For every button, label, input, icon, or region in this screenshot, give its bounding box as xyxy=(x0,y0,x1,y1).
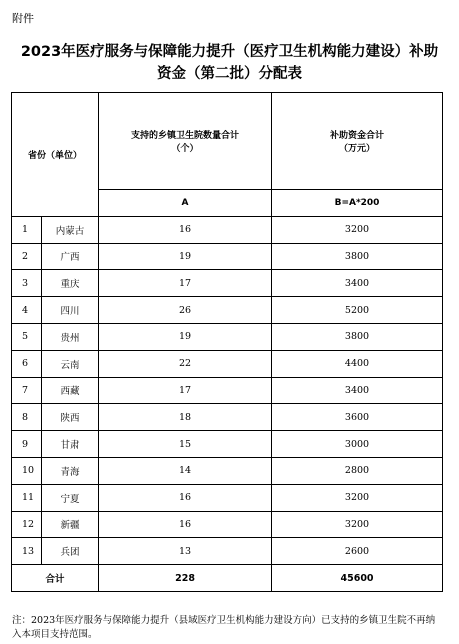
row-province: 青海 xyxy=(42,457,99,484)
total-count: 228 xyxy=(99,565,272,592)
row-index: 10 xyxy=(12,457,42,484)
row-index: 7 xyxy=(12,377,42,404)
row-amount: 3200 xyxy=(272,484,443,511)
allocation-table xyxy=(11,92,443,592)
row-index: 1 xyxy=(12,216,42,243)
header-amount: 补助资金合计 （万元） xyxy=(272,93,443,190)
table-row xyxy=(12,323,443,350)
row-province: 兵团 xyxy=(42,538,99,565)
document-title-line-2: 资金（第二批）分配表 xyxy=(157,66,302,82)
row-index: 6 xyxy=(12,350,42,377)
row-index: 5 xyxy=(12,323,42,350)
row-amount: 4400 xyxy=(272,350,443,377)
row-amount: 2800 xyxy=(272,457,443,484)
row-index: 11 xyxy=(12,484,42,511)
row-province: 新疆 xyxy=(42,511,99,538)
row-index: 4 xyxy=(12,297,42,324)
row-count: 19 xyxy=(99,323,272,350)
table-row xyxy=(12,538,443,565)
row-count: 19 xyxy=(99,243,272,270)
row-count: 17 xyxy=(99,270,272,297)
row-amount: 3200 xyxy=(272,511,443,538)
row-count: 16 xyxy=(99,484,272,511)
row-count: 14 xyxy=(99,457,272,484)
table-row xyxy=(12,511,443,538)
row-index: 3 xyxy=(12,270,42,297)
header-amount-formula: B=A*200 xyxy=(272,190,443,217)
row-province: 重庆 xyxy=(42,270,99,297)
table-row xyxy=(12,216,443,243)
header-count-formula: A xyxy=(99,190,272,217)
total-amount: 45600 xyxy=(272,565,443,592)
row-amount: 5200 xyxy=(272,297,443,324)
row-count: 15 xyxy=(99,431,272,458)
header-province: 省份（单位） xyxy=(12,93,99,217)
total-row xyxy=(12,565,443,592)
row-amount: 3400 xyxy=(272,377,443,404)
attachment-label: 附件 xyxy=(12,12,34,25)
row-count: 17 xyxy=(99,377,272,404)
row-amount: 3800 xyxy=(272,323,443,350)
row-province: 广西 xyxy=(42,243,99,270)
row-count: 13 xyxy=(99,538,272,565)
total-label: 合计 xyxy=(12,565,99,592)
row-amount: 3600 xyxy=(272,404,443,431)
table-row xyxy=(12,297,443,324)
table-row xyxy=(12,350,443,377)
row-province: 贵州 xyxy=(42,323,99,350)
row-count: 16 xyxy=(99,216,272,243)
row-count: 18 xyxy=(99,404,272,431)
row-amount: 3200 xyxy=(272,216,443,243)
table-row xyxy=(12,431,443,458)
row-index: 13 xyxy=(12,538,42,565)
table-row xyxy=(12,404,443,431)
row-amount: 3400 xyxy=(272,270,443,297)
row-count: 26 xyxy=(99,297,272,324)
row-index: 12 xyxy=(12,511,42,538)
row-province: 西藏 xyxy=(42,377,99,404)
row-index: 2 xyxy=(12,243,42,270)
footnote: 注：2023年医疗服务与保障能力提升（县域医疗卫生机构能力建设方向）已支持的乡镇卫生院不再纳入本项目支持范围。 xyxy=(12,615,436,640)
table-row xyxy=(12,377,443,404)
row-amount: 2600 xyxy=(272,538,443,565)
row-index: 8 xyxy=(12,404,42,431)
row-count: 16 xyxy=(99,511,272,538)
table-row xyxy=(12,484,443,511)
row-province: 宁夏 xyxy=(42,484,99,511)
row-amount: 3800 xyxy=(272,243,443,270)
document-title-line-1: 2023年医疗服务与保障能力提升（医疗卫生机构能力建设）补助 xyxy=(20,44,439,60)
row-province: 云南 xyxy=(42,350,99,377)
table-row xyxy=(12,270,443,297)
row-index: 9 xyxy=(12,431,42,458)
row-count: 22 xyxy=(99,350,272,377)
row-province: 陕西 xyxy=(42,404,99,431)
row-province: 甘肃 xyxy=(42,431,99,458)
table-row xyxy=(12,457,443,484)
row-province: 内蒙古 xyxy=(42,216,99,243)
row-province: 四川 xyxy=(42,297,99,324)
header-count: 支持的乡镇卫生院数量合计 （个） xyxy=(99,93,272,190)
table-row xyxy=(12,243,443,270)
row-amount: 3000 xyxy=(272,431,443,458)
